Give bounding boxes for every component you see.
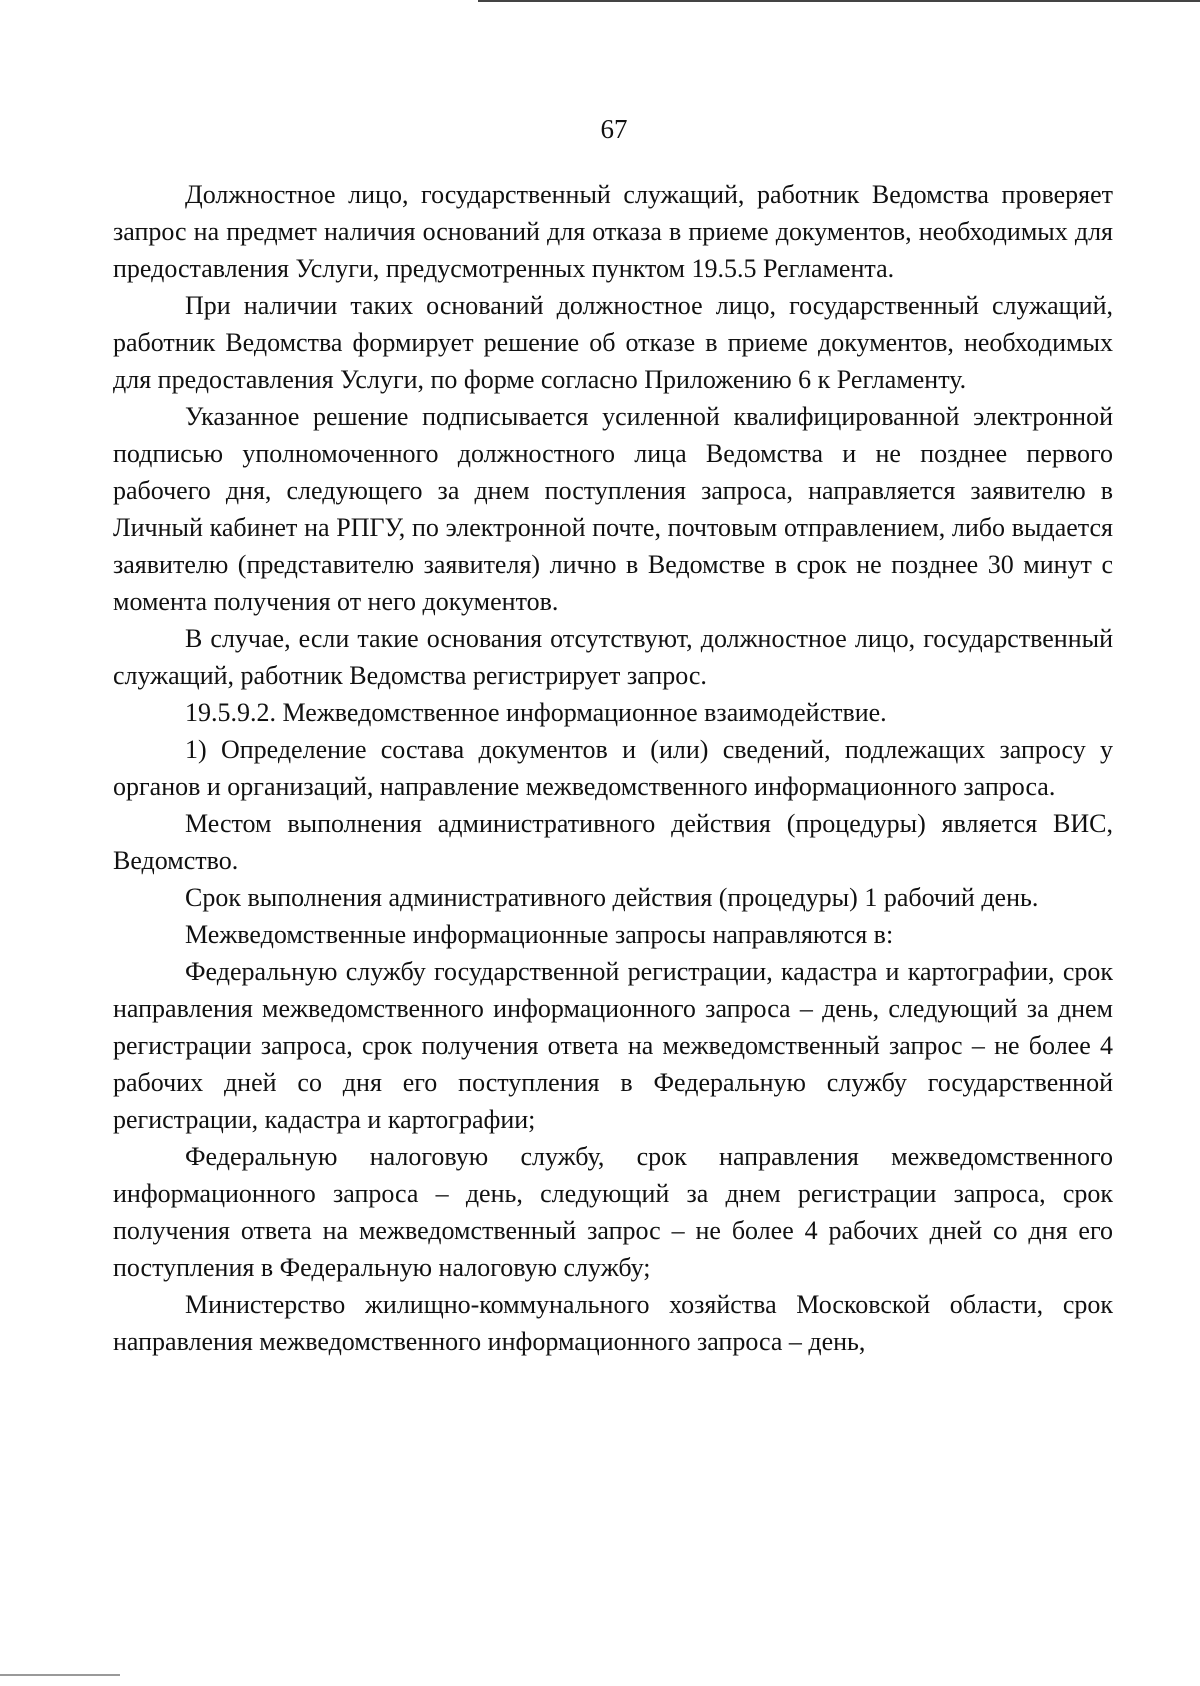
- paragraph: Министерство жилищно-коммунального хозяйства Московской области, срок направления межведомственного информационного запроса – день,: [113, 1290, 1113, 1356]
- paragraph: Федеральную службу государственной регистрации, кадастра и картографии, срок направления межведомственного информационного запроса – день, следующий за днем регистрации запроса, срок получения ответа на межведомственный запрос – не более 4 рабочих дней со дня его поступления в Федеральную службу государственной регистрации, кадастра и картографии;: [113, 957, 1113, 1134]
- paragraph: Местом выполнения административного действия (процедуры) является ВИС, Ведомство.: [113, 809, 1113, 875]
- paragraph: Должностное лицо, государственный служащий, работник Ведомства проверяет запрос на предмет наличия оснований для отказа в приеме документов, необходимых для предоставления Услуги, предусмотренных пунктом 19.5.5 Регламента.: [113, 180, 1113, 283]
- paragraph: В случае, если такие основания отсутствуют, должностное лицо, государственный служащий, работник Ведомства регистрирует запрос.: [113, 624, 1113, 690]
- paragraph: При наличии таких оснований должностное лицо, государственный служащий, работник Ведомства формирует решение об отказе в приеме документов, необходимых для предоставления Услуги, по форме согласно Приложению 6 к Регламенту.: [113, 291, 1113, 394]
- paragraph: Межведомственные информационные запросы направляются в:: [185, 920, 894, 949]
- page-number: 67: [600, 114, 628, 144]
- document-body: [113, 176, 1113, 1360]
- paragraph: Федеральную налоговую службу, срок направления межведомственного информационного запроса – день, следующий за днем регистрации запроса, срок получения ответа на межведомственный запрос – не более 4 рабочих дней со дня его поступления в Федеральную налоговую службу;: [113, 1142, 1113, 1282]
- top-rule: [478, 0, 1200, 2]
- paragraph: Срок выполнения административного действия (процедуры) 1 рабочий день.: [185, 883, 1039, 912]
- paragraph: Указанное решение подписывается усиленной квалифицированной электронной подписью уполномоченного должностного лица Ведомства и не позднее первого рабочего дня, следующего за днем поступления запроса, направляется заявителю в Личный кабинет на РПГУ, по электронной почте, почтовым отправлением, либо выдается заявителю (представителю заявителя) лично в Ведомстве в срок не позднее 30 минут с момента получения от него документов.: [113, 402, 1113, 616]
- paragraph: 1) Определение состава документов и (или) сведений, подлежащих запросу у органов и организаций, направление межведомственного информационного запроса.: [113, 735, 1113, 801]
- bottom-mark: [0, 1674, 120, 1676]
- paragraph: 19.5.9.2. Межведомственное информационное взаимодействие.: [185, 698, 887, 727]
